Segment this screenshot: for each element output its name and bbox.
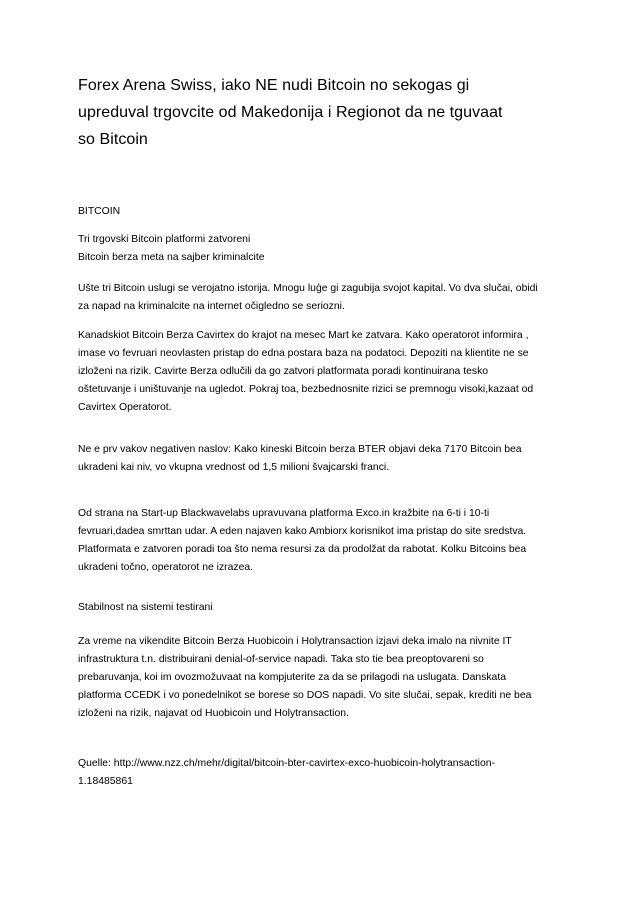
source-line: 1.18485861 (78, 776, 133, 787)
headline (78, 231, 568, 267)
paragraph-line: oštetuvanje i uništuvanje na ugledot. Pokraj toa, bezbednosnite rizici se premnogu visoki,kazaat od (78, 384, 534, 395)
headline-line: Tri trgovski Bitcoin platformi zatvoreni (78, 234, 251, 245)
paragraph-line: imase vo fevruari neovlasten pristap do edna postara baza na podatoci. Depoziti na klientite ne se (78, 348, 529, 359)
paragraph-cavirtex (78, 327, 568, 417)
paragraph-line: fevruari,dadea smrttan udar. A eden najaven kako Ambiorx korisnikot ima pristap do site sredstva. (78, 526, 527, 537)
paragraph-line: Platformata e zatvoren poradi toa što nema resursi za da prodolžat da rabotat. Kolku Bitcoins bea (78, 544, 527, 555)
paragraph-line: izloženi na rizik. Cavirte Berza odlučili da go zatvori platformata poradi kontinuirana tesko (78, 366, 489, 377)
title-line: upreduval trgovcite od Makedonija i Regionot da ne tguvaat (78, 104, 503, 121)
paragraph-intro (78, 280, 568, 316)
paragraph-line: izloženi na rizik, najavat od Huobicoin und Holytransaction. (78, 708, 349, 719)
paragraph-line: ukradeni točno, operatorot ne izrazea. (78, 562, 254, 573)
source-citation (78, 755, 568, 791)
paragraph-bter (78, 441, 568, 477)
paragraph-line: platforma CCEDK i vo ponedelnikot se borese so DOS napadi. Vo site slučai, sepak, krediti ne bea (78, 690, 532, 701)
section-label: BITCOIN (78, 206, 121, 217)
paragraph-line: prebaruvanja, koi im ovozmožuvaat na kompjuterite za da se prilagodi na uslugata. Danskata (78, 672, 506, 683)
headline-line: Bitcoin berza meta na sajber kriminalcite (78, 252, 265, 263)
paragraph-line: ukradeni kai niv, vo vkupna vrednost od 1,5 milioni švajcarski franci. (78, 462, 390, 473)
paragraph-line: Ušte tri Bitcoin uslugi se verojatno istorija. Mnogu luģe gi zagubija svojot kapital. Vo dva slučai, obidi (78, 283, 538, 294)
document-title (78, 72, 578, 153)
paragraph-line: Za vreme na vikendite Bitcoin Berza Huobicoin i Holytransaction izjavi deka imalo na nivnite IT (78, 636, 512, 647)
source-line: Quelle: http://www.nzz.ch/mehr/digital/bitcoin-bter-cavirtex-exco-huobicoin-holytransaction- (78, 758, 495, 769)
paragraph-line: Cavirtex Operatorot. (78, 402, 172, 413)
subheading: Stabilnost na sistemi testirani (78, 602, 213, 613)
paragraph-line: infrastruktura t.n. distribuirani denial-of-service napadi. Taka sto tie bea preoptovareni so (78, 654, 484, 665)
title-line: so Bitcoin (78, 131, 148, 148)
paragraph-ddos (78, 633, 568, 723)
paragraph-line: za napad na kriminalcite na internet očigledno se seriozni. (78, 301, 345, 312)
paragraph-line: Kanadskiot Bitcoin Berza Cavirtex do krajot na mesec Mart ke zatvara. Kako operatorot informira , (78, 330, 529, 341)
title-line: Forex Arena Swiss, iako NE nudi Bitcoin no sekogas gi (78, 77, 470, 94)
paragraph-line: Od strana na Start-up Blackwavelabs upravuvana platforma Exco.in kražbite na 6-ti i 10-ti (78, 508, 490, 519)
paragraph-exco (78, 505, 568, 577)
paragraph-line: Ne e prv vakov negativen naslov: Kako kineski Bitcoin berza BTER objavi deka 7170 Bitcoin bea (78, 444, 522, 455)
